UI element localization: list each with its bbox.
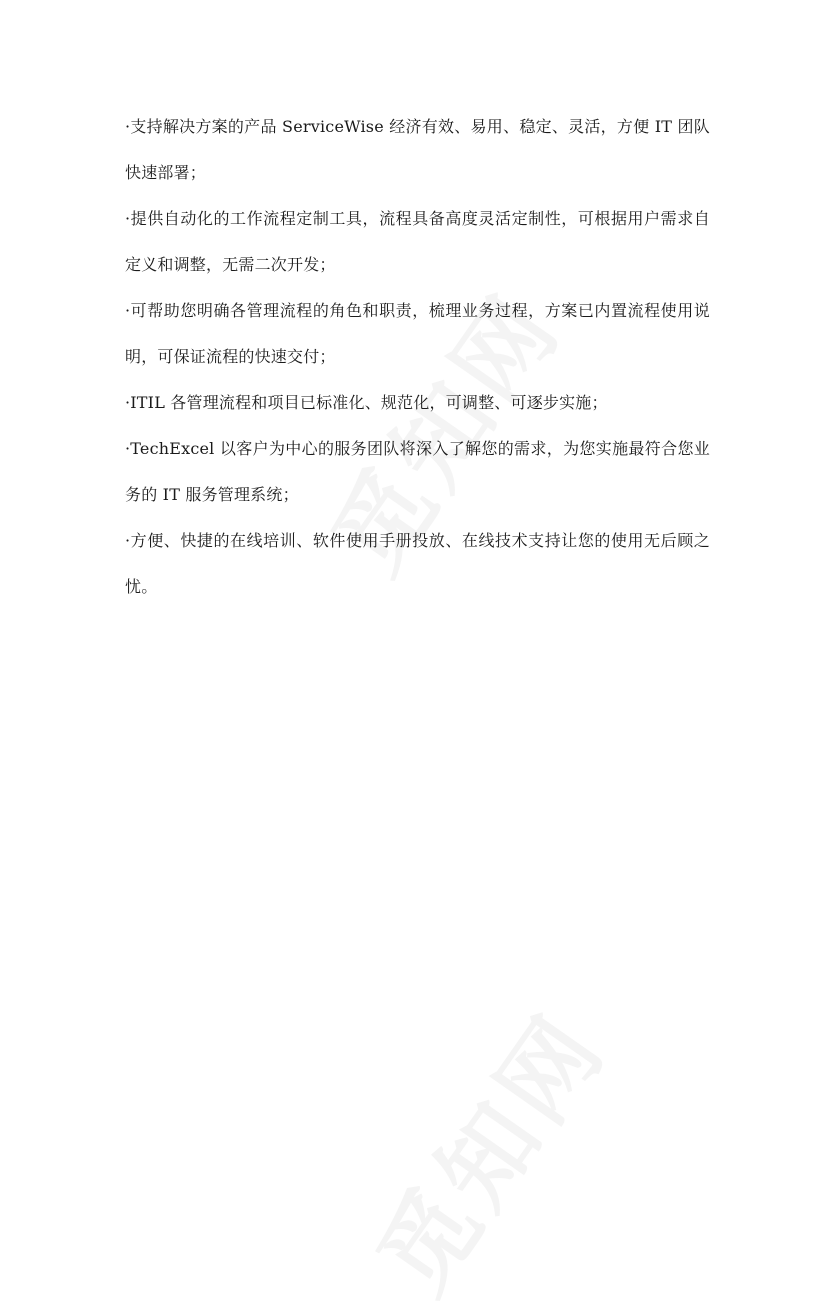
bullet-paragraph: ·提供自动化的工作流程定制工具，流程具备高度灵活定制性，可根据用户需求自定义和调整，无需二次开发； (125, 209, 710, 274)
bullet-paragraph: ·方便、快捷的在线培训、软件使用手册投放、在线技术支持让您的使用无后顾之忧。 (125, 531, 710, 596)
bullet-paragraph: ·ITIL 各管理流程和项目已标准化、规范化，可调整、可逐步实施； (125, 393, 608, 412)
bullet-paragraph: ·可帮助您明确各管理流程的角色和职责，梳理业务过程，方案已内置流程使用说明，可保证流程的快速交付； (125, 301, 710, 366)
bullet-paragraph: ·支持解决方案的产品 ServiceWise 经济有效、易用、稳定、灵活，方便 IT 团队快速部署； (125, 117, 710, 182)
bullet-paragraph: ·TechExcel 以客户为中心的服务团队将深入了解您的需求，为您实施最符合您业务的 IT 服务管理系统； (125, 439, 710, 504)
document-body (125, 104, 710, 610)
watermark (340, 981, 631, 1315)
